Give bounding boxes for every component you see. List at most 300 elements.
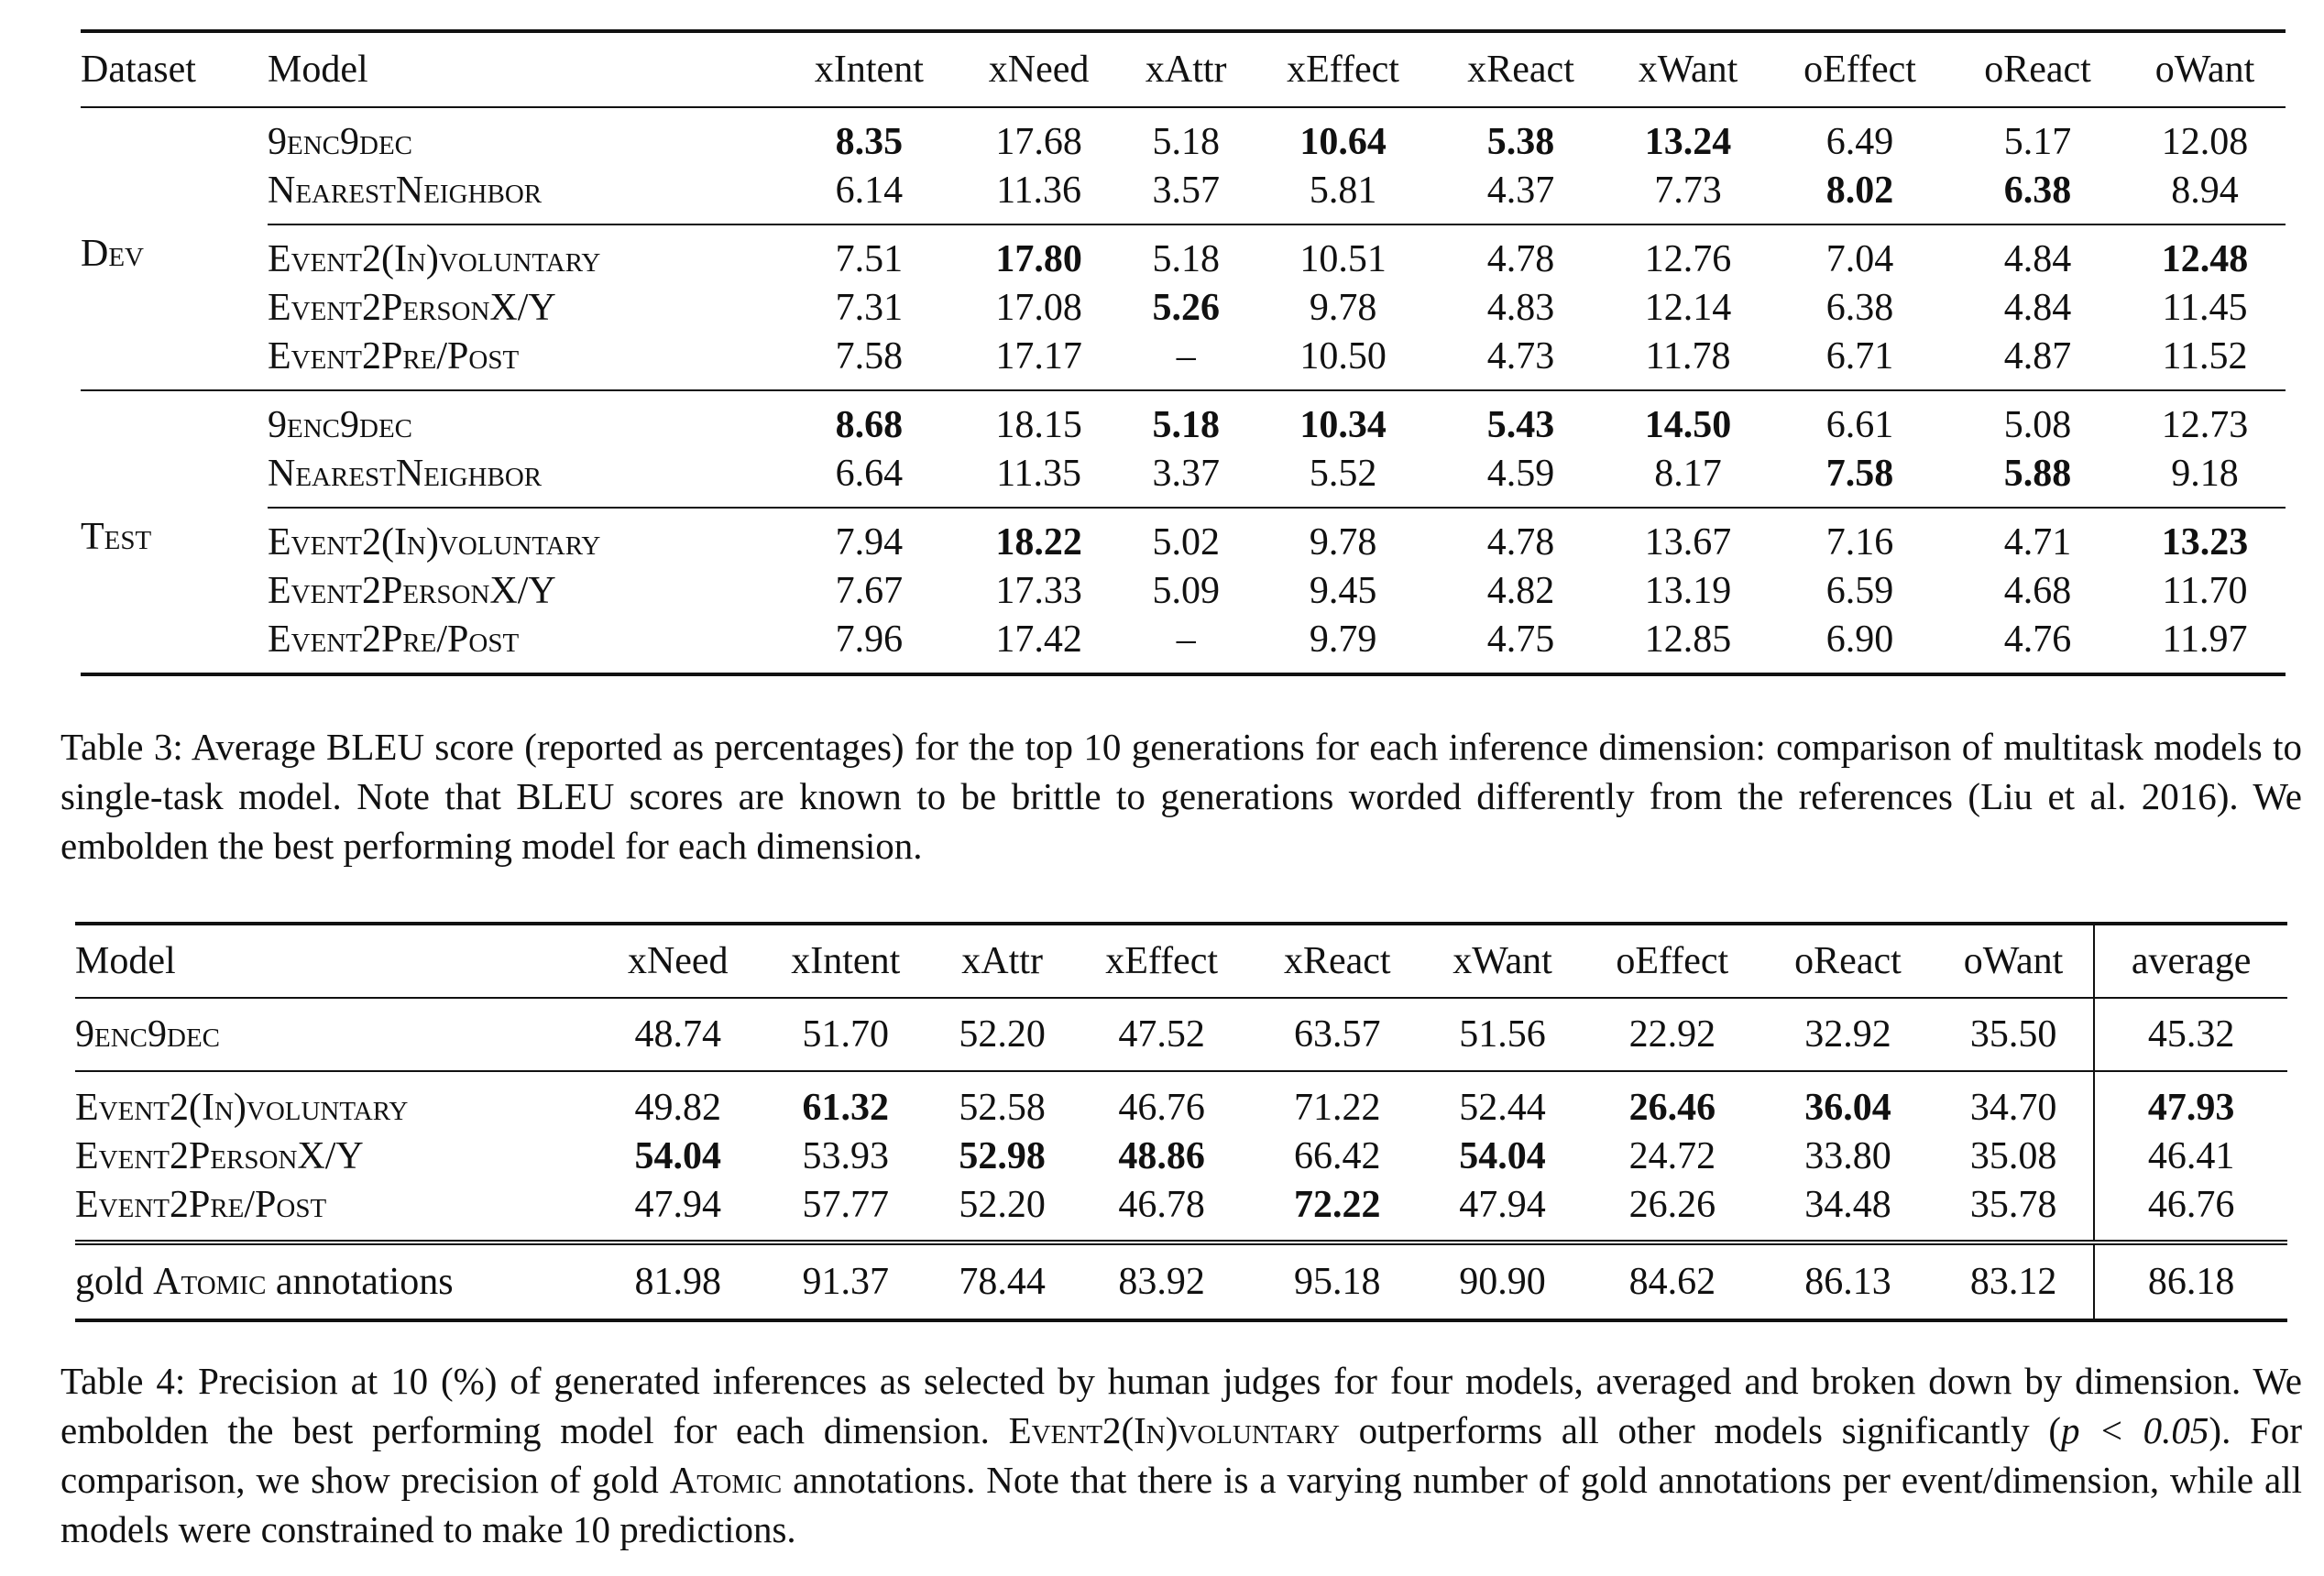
score: 4.71 bbox=[2003, 520, 2072, 564]
score: 6.38 bbox=[1825, 286, 1894, 329]
model-name: NearestNeighbor bbox=[268, 169, 543, 212]
header-owant: oWant bbox=[2124, 31, 2286, 107]
score-cell bbox=[1071, 1180, 1252, 1242]
score-cell bbox=[1434, 566, 1607, 615]
score: 35.78 bbox=[1969, 1183, 2057, 1226]
best-score: 13.23 bbox=[2161, 520, 2249, 564]
score-cell bbox=[1252, 283, 1434, 332]
score-cell bbox=[1120, 224, 1252, 283]
model-name: 9enc9dec bbox=[75, 1013, 220, 1056]
caption-model-name: Event2(In)voluntary bbox=[1008, 1409, 1340, 1451]
score: 9.78 bbox=[1309, 286, 1377, 329]
best-score: 8.02 bbox=[1825, 169, 1894, 212]
score: 84.62 bbox=[1628, 1261, 1716, 1303]
score-cell bbox=[1951, 166, 2124, 224]
score-cell bbox=[781, 508, 958, 566]
score-cell bbox=[1252, 508, 1434, 566]
score-cell bbox=[1607, 283, 1769, 332]
best-score: 18.22 bbox=[995, 520, 1082, 564]
score: 86.18 bbox=[2147, 1261, 2235, 1303]
score: 6.49 bbox=[1825, 120, 1894, 163]
score-cell bbox=[933, 998, 1071, 1071]
score: 17.33 bbox=[995, 569, 1082, 612]
score-cell bbox=[958, 283, 1121, 332]
header-average: average bbox=[2094, 924, 2287, 998]
score-cell bbox=[1423, 1180, 1583, 1242]
score: 63.57 bbox=[1294, 1013, 1381, 1056]
score: 18.15 bbox=[995, 403, 1082, 446]
score: 17.17 bbox=[995, 334, 1082, 378]
score-cell bbox=[933, 1071, 1071, 1132]
score-cell bbox=[781, 390, 958, 449]
score-cell bbox=[933, 1180, 1071, 1242]
score-cell bbox=[1120, 283, 1252, 332]
average-cell bbox=[2094, 1180, 2287, 1242]
score: 5.18 bbox=[1152, 120, 1220, 163]
model-name: Event2Pre/Post bbox=[268, 334, 520, 378]
score-cell bbox=[1769, 166, 1951, 224]
model-name: Event2(In)voluntary bbox=[268, 224, 781, 283]
score: 4.78 bbox=[1486, 237, 1555, 280]
score: 91.37 bbox=[802, 1261, 889, 1303]
score-cell bbox=[781, 566, 958, 615]
score: 3.57 bbox=[1152, 169, 1220, 212]
score: 6.71 bbox=[1825, 334, 1894, 378]
score-cell bbox=[1607, 566, 1769, 615]
header-owant: oWant bbox=[1934, 924, 2094, 998]
model-name: Event2Pre/Post bbox=[75, 1183, 327, 1226]
score: 6.61 bbox=[1825, 403, 1894, 446]
score-cell bbox=[1120, 332, 1252, 390]
score-cell bbox=[1423, 1242, 1583, 1320]
score-cell bbox=[781, 332, 958, 390]
table-4-caption bbox=[60, 1356, 2302, 1554]
score: 13.19 bbox=[1644, 569, 1732, 612]
dataset-label: Dev bbox=[81, 232, 144, 275]
score-cell bbox=[1434, 332, 1607, 390]
score-cell bbox=[1423, 1132, 1583, 1180]
table-row bbox=[75, 1242, 2287, 1320]
score-cell bbox=[1607, 332, 1769, 390]
score-cell bbox=[1769, 390, 1951, 449]
score: 81.98 bbox=[634, 1261, 721, 1303]
score-cell bbox=[958, 508, 1121, 566]
score-cell bbox=[1762, 1242, 1934, 1320]
header-xeffect: xEffect bbox=[1071, 924, 1252, 998]
score-cell bbox=[1582, 1180, 1762, 1242]
table-3-body bbox=[81, 107, 2286, 674]
score: 6.90 bbox=[1825, 618, 1894, 661]
score: 48.74 bbox=[634, 1013, 721, 1056]
score: 47.52 bbox=[1118, 1013, 1205, 1056]
header-oeffect: oEffect bbox=[1769, 31, 1951, 107]
score-cell bbox=[1951, 508, 2124, 566]
score: 4.59 bbox=[1486, 452, 1555, 495]
score: 86.13 bbox=[1804, 1261, 1891, 1303]
score-cell bbox=[958, 566, 1121, 615]
score-cell bbox=[1120, 390, 1252, 449]
score: 52.20 bbox=[959, 1013, 1046, 1056]
caption-math: p < 0.05 bbox=[2061, 1409, 2209, 1451]
score-cell bbox=[1582, 1071, 1762, 1132]
score-cell bbox=[597, 1180, 759, 1242]
best-score: 8.35 bbox=[835, 120, 904, 163]
score: 9.78 bbox=[1309, 520, 1377, 564]
score: 7.67 bbox=[835, 569, 904, 612]
score: 11.36 bbox=[996, 169, 1082, 212]
header-model: Model bbox=[268, 31, 781, 107]
score: 17.68 bbox=[995, 120, 1082, 163]
best-score: 26.46 bbox=[1628, 1086, 1716, 1129]
table-row bbox=[75, 1180, 2287, 1242]
score-cell bbox=[1951, 224, 2124, 283]
average-cell bbox=[2094, 1132, 2287, 1180]
score-cell bbox=[1071, 1132, 1252, 1180]
average-cell bbox=[2094, 998, 2287, 1071]
score-cell bbox=[1252, 224, 1434, 283]
score: 51.56 bbox=[1459, 1013, 1546, 1056]
score-cell bbox=[1762, 1071, 1934, 1132]
score-cell bbox=[1582, 1132, 1762, 1180]
score-cell bbox=[1607, 107, 1769, 166]
score-cell bbox=[781, 107, 958, 166]
score-cell bbox=[781, 166, 958, 224]
score: 12.73 bbox=[2161, 403, 2249, 446]
score: 4.84 bbox=[2003, 237, 2072, 280]
score: 22.92 bbox=[1628, 1013, 1716, 1056]
score: 4.73 bbox=[1486, 334, 1555, 378]
gold-suffix: annotations bbox=[266, 1261, 454, 1303]
score: 5.09 bbox=[1152, 569, 1220, 612]
score-cell bbox=[1423, 1071, 1583, 1132]
score: 10.50 bbox=[1299, 334, 1387, 378]
score: 7.94 bbox=[835, 520, 904, 564]
score-cell bbox=[1120, 449, 1252, 508]
score-cell bbox=[1434, 224, 1607, 283]
score-cell bbox=[1934, 1071, 2094, 1132]
table-row bbox=[81, 449, 2286, 508]
score-cell bbox=[1582, 1242, 1762, 1320]
header-oreact: oReact bbox=[1951, 31, 2124, 107]
score-cell bbox=[1120, 508, 1252, 566]
score-cell bbox=[1769, 332, 1951, 390]
score: 11.45 bbox=[2162, 286, 2248, 329]
score: 95.18 bbox=[1294, 1261, 1381, 1303]
best-score: 5.18 bbox=[1152, 403, 1220, 446]
header-xintent: xIntent bbox=[759, 924, 933, 998]
caption-text: Table 4: Precision at 10 (%) of generated inferences as selected by human judges for four models, averaged and broken down by dimension. We embolden the best performing model for each dimension. bbox=[60, 1360, 2302, 1451]
score: 11.78 bbox=[1645, 334, 1731, 378]
score: 33.80 bbox=[1804, 1134, 1891, 1177]
table-row bbox=[75, 998, 2287, 1071]
score-cell bbox=[2124, 615, 2286, 674]
score: 11.52 bbox=[2162, 334, 2248, 378]
score-cell bbox=[1071, 1071, 1252, 1132]
score: 7.73 bbox=[1654, 169, 1722, 212]
score-cell bbox=[1951, 390, 2124, 449]
score-cell bbox=[958, 166, 1121, 224]
best-score: 7.58 bbox=[1825, 452, 1894, 495]
score: 4.82 bbox=[1486, 569, 1555, 612]
score: 4.37 bbox=[1486, 169, 1555, 212]
header-xattr: xAttr bbox=[1120, 31, 1252, 107]
gold-dataset: Atomic bbox=[153, 1261, 267, 1303]
score: 9.79 bbox=[1309, 618, 1377, 661]
score-cell bbox=[1607, 166, 1769, 224]
score: 83.92 bbox=[1118, 1261, 1205, 1303]
score: 52.58 bbox=[959, 1086, 1046, 1129]
score: – bbox=[1176, 334, 1196, 378]
score-cell bbox=[1252, 107, 1434, 166]
table-3-header-row bbox=[81, 31, 2286, 107]
score-cell bbox=[1252, 615, 1434, 674]
table-3 bbox=[81, 29, 2286, 676]
score-cell bbox=[1762, 998, 1934, 1071]
score-cell bbox=[1769, 283, 1951, 332]
score-cell bbox=[933, 1132, 1071, 1180]
table-row bbox=[81, 224, 2286, 283]
score: – bbox=[1176, 618, 1196, 661]
best-score: 36.04 bbox=[1804, 1086, 1891, 1129]
best-score: 8.68 bbox=[835, 403, 904, 446]
score-cell bbox=[958, 224, 1121, 283]
average-cell bbox=[2094, 1071, 2287, 1132]
table-row bbox=[81, 390, 2286, 449]
score: 5.08 bbox=[2003, 403, 2072, 446]
caption-dataset-name: Atomic bbox=[669, 1459, 783, 1501]
score-cell bbox=[597, 1242, 759, 1320]
score-cell bbox=[1252, 449, 1434, 508]
header-xwant: xWant bbox=[1423, 924, 1583, 998]
score: 12.76 bbox=[1644, 237, 1732, 280]
score-cell bbox=[759, 1242, 933, 1320]
best-score: 5.88 bbox=[2003, 452, 2072, 495]
table-row bbox=[75, 1132, 2287, 1180]
header-xreact: xReact bbox=[1252, 924, 1423, 998]
score-cell bbox=[781, 615, 958, 674]
score-cell bbox=[597, 1132, 759, 1180]
score-cell bbox=[2124, 566, 2286, 615]
score-cell bbox=[1252, 1071, 1423, 1132]
score-cell bbox=[1951, 615, 2124, 674]
score: 34.70 bbox=[1969, 1086, 2057, 1129]
score-cell bbox=[1769, 224, 1951, 283]
score: 4.84 bbox=[2003, 286, 2072, 329]
score-cell bbox=[1607, 390, 1769, 449]
best-score: 5.43 bbox=[1486, 403, 1555, 446]
best-score: 61.32 bbox=[802, 1086, 889, 1129]
score-cell bbox=[597, 998, 759, 1071]
score-cell bbox=[1607, 508, 1769, 566]
score: 5.18 bbox=[1152, 237, 1220, 280]
best-score: 12.48 bbox=[2161, 237, 2249, 280]
model-name: Event2PersonX/Y bbox=[268, 286, 556, 329]
score-cell bbox=[2124, 508, 2286, 566]
score-cell bbox=[1120, 615, 1252, 674]
score-cell bbox=[1769, 615, 1951, 674]
score-cell bbox=[781, 449, 958, 508]
table-row bbox=[81, 107, 2286, 166]
score-cell bbox=[1607, 449, 1769, 508]
dataset-label: Test bbox=[81, 390, 268, 674]
best-score: 72.22 bbox=[1294, 1183, 1381, 1226]
score-cell bbox=[1934, 1180, 2094, 1242]
score: 10.51 bbox=[1299, 237, 1387, 280]
caption-text: annotations. Note that there is a varying number of gold annotations per event/dimension, while all models were constrained to make 10 predictions. bbox=[60, 1459, 2302, 1550]
score: 5.81 bbox=[1309, 169, 1377, 212]
score: 6.59 bbox=[1825, 569, 1894, 612]
score: 7.04 bbox=[1825, 237, 1894, 280]
score: 66.42 bbox=[1294, 1134, 1381, 1177]
score-cell bbox=[1951, 283, 2124, 332]
model-name: Event2(In)voluntary bbox=[75, 1071, 597, 1132]
score: 4.68 bbox=[2003, 569, 2072, 612]
score-cell bbox=[1423, 998, 1583, 1071]
score: 8.17 bbox=[1654, 452, 1722, 495]
score-cell bbox=[1769, 566, 1951, 615]
table-4-body bbox=[75, 998, 2287, 1320]
score: 12.85 bbox=[1644, 618, 1732, 661]
score: 7.58 bbox=[835, 334, 904, 378]
score-cell bbox=[2124, 107, 2286, 166]
score: 71.22 bbox=[1294, 1086, 1381, 1129]
score-cell bbox=[1434, 107, 1607, 166]
score: 9.18 bbox=[2171, 452, 2239, 495]
best-score: 52.98 bbox=[959, 1134, 1046, 1177]
score: 46.76 bbox=[1118, 1086, 1205, 1129]
score: 5.17 bbox=[2003, 120, 2072, 163]
score-cell bbox=[1252, 998, 1423, 1071]
score: 46.78 bbox=[1118, 1183, 1205, 1226]
score: 52.44 bbox=[1459, 1086, 1546, 1129]
score-cell bbox=[759, 998, 933, 1071]
score: 17.42 bbox=[995, 618, 1082, 661]
score-cell bbox=[1252, 1132, 1423, 1180]
model-name: 9enc9dec bbox=[268, 390, 781, 449]
score: 57.77 bbox=[802, 1183, 889, 1226]
score-cell bbox=[1252, 332, 1434, 390]
model-name: Event2PersonX/Y bbox=[268, 569, 556, 612]
score: 11.35 bbox=[996, 452, 1082, 495]
score: 9.45 bbox=[1309, 569, 1377, 612]
score: 4.78 bbox=[1486, 520, 1555, 564]
best-score: 54.04 bbox=[634, 1134, 721, 1177]
score: 49.82 bbox=[634, 1086, 721, 1129]
score-cell bbox=[933, 1242, 1071, 1320]
score-cell bbox=[1071, 998, 1252, 1071]
score: 32.92 bbox=[1804, 1013, 1891, 1056]
score: 45.32 bbox=[2147, 1013, 2235, 1056]
score: 4.87 bbox=[2003, 334, 2072, 378]
table-row bbox=[81, 166, 2286, 224]
best-score: 17.80 bbox=[995, 237, 1082, 280]
score-cell bbox=[759, 1180, 933, 1242]
score-cell bbox=[1582, 998, 1762, 1071]
score-cell bbox=[597, 1071, 759, 1132]
score: 8.94 bbox=[2171, 169, 2239, 212]
score-cell bbox=[1252, 566, 1434, 615]
score-cell bbox=[2124, 166, 2286, 224]
score-cell bbox=[958, 332, 1121, 390]
best-score: 13.24 bbox=[1644, 120, 1732, 163]
table-row bbox=[81, 332, 2286, 390]
score: 4.83 bbox=[1486, 286, 1555, 329]
score-cell bbox=[1934, 1132, 2094, 1180]
header-oreact: oReact bbox=[1762, 924, 1934, 998]
score-cell bbox=[1951, 107, 2124, 166]
score-cell bbox=[759, 1132, 933, 1180]
score: 83.12 bbox=[1969, 1261, 2057, 1303]
score-cell bbox=[958, 449, 1121, 508]
table-3-caption: Table 3: Average BLEU score (reported as percentages) for the top 10 generations for each inference dimension: comparison of multitask models to single-task model. Note that BLEU scores are known to be brittle to generations worded differently from the references (Liu et al. 2016). We embolden the best performing model for each dimension. bbox=[60, 726, 2302, 867]
best-score: 10.34 bbox=[1299, 403, 1387, 446]
score-cell bbox=[2124, 390, 2286, 449]
best-score: 48.86 bbox=[1118, 1134, 1205, 1177]
score: 7.96 bbox=[835, 618, 904, 661]
score-cell bbox=[1434, 508, 1607, 566]
score: 5.52 bbox=[1309, 452, 1377, 495]
caption-text: ). For comparison, we show precision of gold bbox=[60, 1409, 2303, 1501]
model-name: Event2Pre/Post bbox=[268, 618, 520, 661]
best-score: 14.50 bbox=[1644, 403, 1732, 446]
score-cell bbox=[1252, 166, 1434, 224]
score-cell bbox=[1607, 224, 1769, 283]
score: 35.50 bbox=[1969, 1013, 2057, 1056]
score-cell bbox=[1071, 1242, 1252, 1320]
score-cell bbox=[1252, 390, 1434, 449]
header-model: Model bbox=[75, 924, 597, 998]
score: 26.26 bbox=[1628, 1183, 1716, 1226]
score: 7.51 bbox=[835, 237, 904, 280]
header-xneed: xNeed bbox=[597, 924, 759, 998]
model-name: 9enc9dec bbox=[268, 120, 412, 163]
score: 4.75 bbox=[1486, 618, 1555, 661]
table-row bbox=[81, 566, 2286, 615]
best-score: 10.64 bbox=[1299, 120, 1387, 163]
score-cell bbox=[1769, 107, 1951, 166]
score-cell bbox=[1120, 107, 1252, 166]
score-cell bbox=[1934, 998, 2094, 1071]
score: 4.76 bbox=[2003, 618, 2072, 661]
header-oeffect: oEffect bbox=[1582, 924, 1762, 998]
score-cell bbox=[1120, 566, 1252, 615]
score: 52.20 bbox=[959, 1183, 1046, 1226]
score: 53.93 bbox=[802, 1134, 889, 1177]
score-cell bbox=[1934, 1242, 2094, 1320]
table-row bbox=[81, 283, 2286, 332]
score-cell bbox=[1434, 283, 1607, 332]
score: 34.48 bbox=[1804, 1183, 1891, 1226]
score: 24.72 bbox=[1628, 1134, 1716, 1177]
model-name: Event2PersonX/Y bbox=[75, 1134, 364, 1177]
score: 7.16 bbox=[1825, 520, 1894, 564]
score-cell bbox=[1252, 1180, 1423, 1242]
header-xattr: xAttr bbox=[933, 924, 1071, 998]
score-cell bbox=[1951, 449, 2124, 508]
score-cell bbox=[1762, 1132, 1934, 1180]
gold-prefix: gold bbox=[75, 1261, 154, 1303]
header-xneed: xNeed bbox=[958, 31, 1121, 107]
best-score: 47.93 bbox=[2147, 1086, 2235, 1129]
score-cell bbox=[781, 283, 958, 332]
score: 11.70 bbox=[2162, 569, 2248, 612]
score: 17.08 bbox=[995, 286, 1082, 329]
score: 51.70 bbox=[802, 1013, 889, 1056]
score: 7.31 bbox=[835, 286, 904, 329]
score-cell bbox=[2124, 283, 2286, 332]
score-cell bbox=[1252, 1242, 1423, 1320]
score-cell bbox=[958, 615, 1121, 674]
